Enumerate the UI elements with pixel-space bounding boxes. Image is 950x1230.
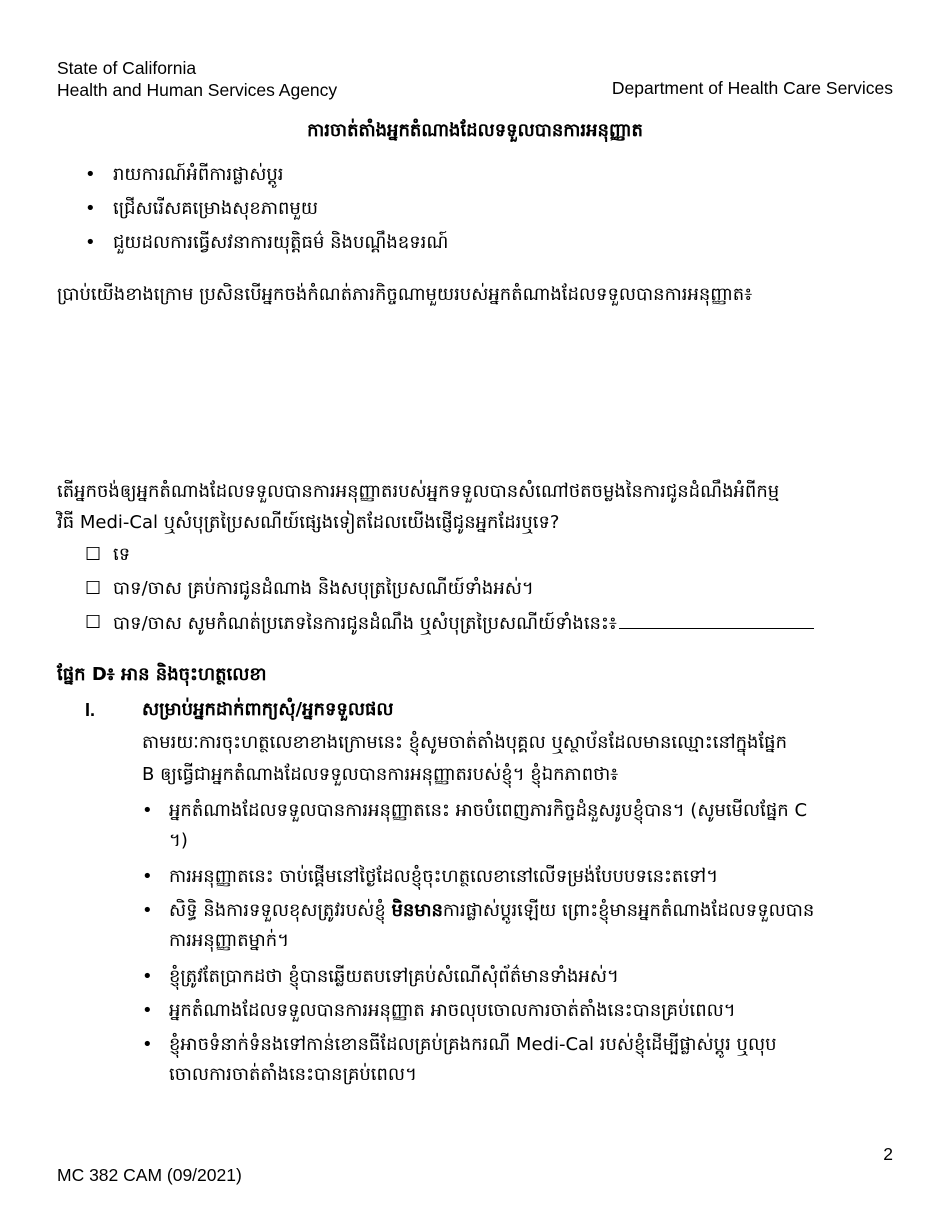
instruction-text: ប្រាប់យើងខាងក្រោម ប្រសិនបើអ្នកចង់កំណត់ភារកិច្ចណាមួយរបស់អ្នកតំណាងដែលទទួលបានការអនុញ្ញាត៖ [57,284,753,305]
list-item: • ខ្ញុំត្រូវតែប្រាកដថា ខ្ញុំបានឆ្លើយតបទៅគ្រប់សំណើសុំព័ត៌មានទាំងអស់។ [142,962,902,992]
list-item: • អ្នកតំណាងដែលទទួលបានការអនុញ្ញាត អាចលុបចោលការចាត់តាំងនេះបានគ្រប់ពេល។ [142,996,902,1026]
list-item: • ខ្ញុំអាចទំនាក់ទំនងទៅកាន់ខោនធីដែលគ្រប់គ្រងករណី Medi-Cal របស់ខ្ញុំដើម្បីផ្លាស់ប្តូរ ឬលុប ចោលការចាត់តាំងនេះបានគ្រប់ពេល។ [142,1030,902,1090]
top-bullet-list [85,160,885,258]
section-d-heading: ផ្នែក D៖ អាន និងចុះហត្ថលេខា [57,664,267,685]
checkbox-icon[interactable]: ☐ [85,612,102,633]
bullet-icon: • [85,232,96,253]
list-item: • អ្នកតំណាងដែលទទួលបានការអនុញ្ញាតនេះ អាចបំពេញភារកិច្ចដំនួសរូបខ្ញុំបាន។ (សូមមើលផ្នែក C ។) [142,796,902,856]
bullet-icon: • [142,1034,153,1055]
bullet-icon: • [142,1000,153,1021]
bullet-icon: • [142,866,153,887]
bullet-icon: • [85,198,96,219]
question-line-2: វិធី Medi-Cal ឬសំបុត្រប្រៃសណីយ៍ផ្សេងទៀតដែលយើងផ្ញើជូនអ្នកដែរឬទេ? [57,512,560,533]
list-item: • ជួយដលការធ្វើសវនាការយុត្តិធម៌ និងបណ្តឹងឧទរណ៍ [85,228,885,258]
option-no[interactable]: ☐ ទេ [85,540,905,570]
bullet-icon: • [85,164,96,185]
specify-blank-line[interactable] [619,608,814,629]
sub-section-number: I. [85,700,96,720]
list-item: • សិទ្ធិ និងការទទួលខុសត្រូវរបស់ខ្ញុំ មិនមានការផ្លាស់ប្តូរឡើយ ព្រោះខ្ញុំមានអ្នកតំណាងដែលទទួលបាន ការអនុញ្ញាតម្នាក់។ [142,896,902,956]
header-department: Department of Health Care Services [611,78,893,98]
form-id: MC 382 CAM (09/2021) [57,1165,242,1185]
header-state: State of California [57,58,197,78]
question-line-1: តើអ្នកចង់ឲ្យអ្នកតំណាងដែលទទួលបានការអនុញ្ញាតរបស់អ្នកទទួលបានសំណៅថតចម្លងនៃការជូនដំណឹងអំពីកម្ម [57,481,780,502]
page-number: 2 [883,1144,893,1164]
page-title: ការចាត់តាំងអ្នកតំណាងដែលទទួលបានការអនុញ្ញាត [307,120,643,141]
bullet-icon: • [142,800,153,821]
list-item: • ជ្រើសរើសគម្រោងសុខភាពមួយ [85,194,885,224]
option-yes-all[interactable]: ☐ បាទ/ចាស គ្រប់ការជូនដំណាង និងសបុត្រប្រៃសណីយ៍ទាំងអស់។ [85,574,905,604]
checkbox-icon[interactable]: ☐ [85,578,102,599]
list-item: • ការអនុញ្ញាតនេះ ចាប់ផ្តើមនៅថ្ងៃដែលខ្ញុំចុះហត្ថលេខានៅលើទម្រង់បែបបទនេះតទៅ។ [142,862,902,892]
intro-line-1: តាមរយៈការចុះហត្ថលេខាខាងក្រោមនេះ ខ្ញុំសូមចាត់តាំងបុគ្គល ឬស្ថាប័នដែលមានឈ្មោះនៅក្នុងផ្នែក [142,732,788,753]
emphasis-text: មិនមាន [391,900,443,921]
bullet-icon: • [142,966,153,987]
sub-section-heading: សម្រាប់អ្នកដាក់ពាក្យសុំ/អ្នកទទួលផល [142,699,394,720]
option-yes-specify[interactable]: ☐ បាទ/ចាស សូមកំណត់ប្រភេទនៃការជូនដំណឹង ឬសំបុត្រប្រៃសណីយ៍ទាំងនេះ៖ [85,608,905,639]
intro-line-2: B ឲ្យធ្វើជាអ្នកតំណាងដែលទទួលបានការអនុញ្ញាតរបស់ខ្ញុំ។ ខ្ញុំឯកភាពថា៖ [142,764,619,785]
bullet-icon: • [142,900,153,921]
list-item: • រាយការណ៍អំពីការផ្លាស់ប្តូរ [85,160,885,190]
header-agency: Health and Human Services Agency [57,80,338,100]
checkbox-icon[interactable]: ☐ [85,544,102,565]
